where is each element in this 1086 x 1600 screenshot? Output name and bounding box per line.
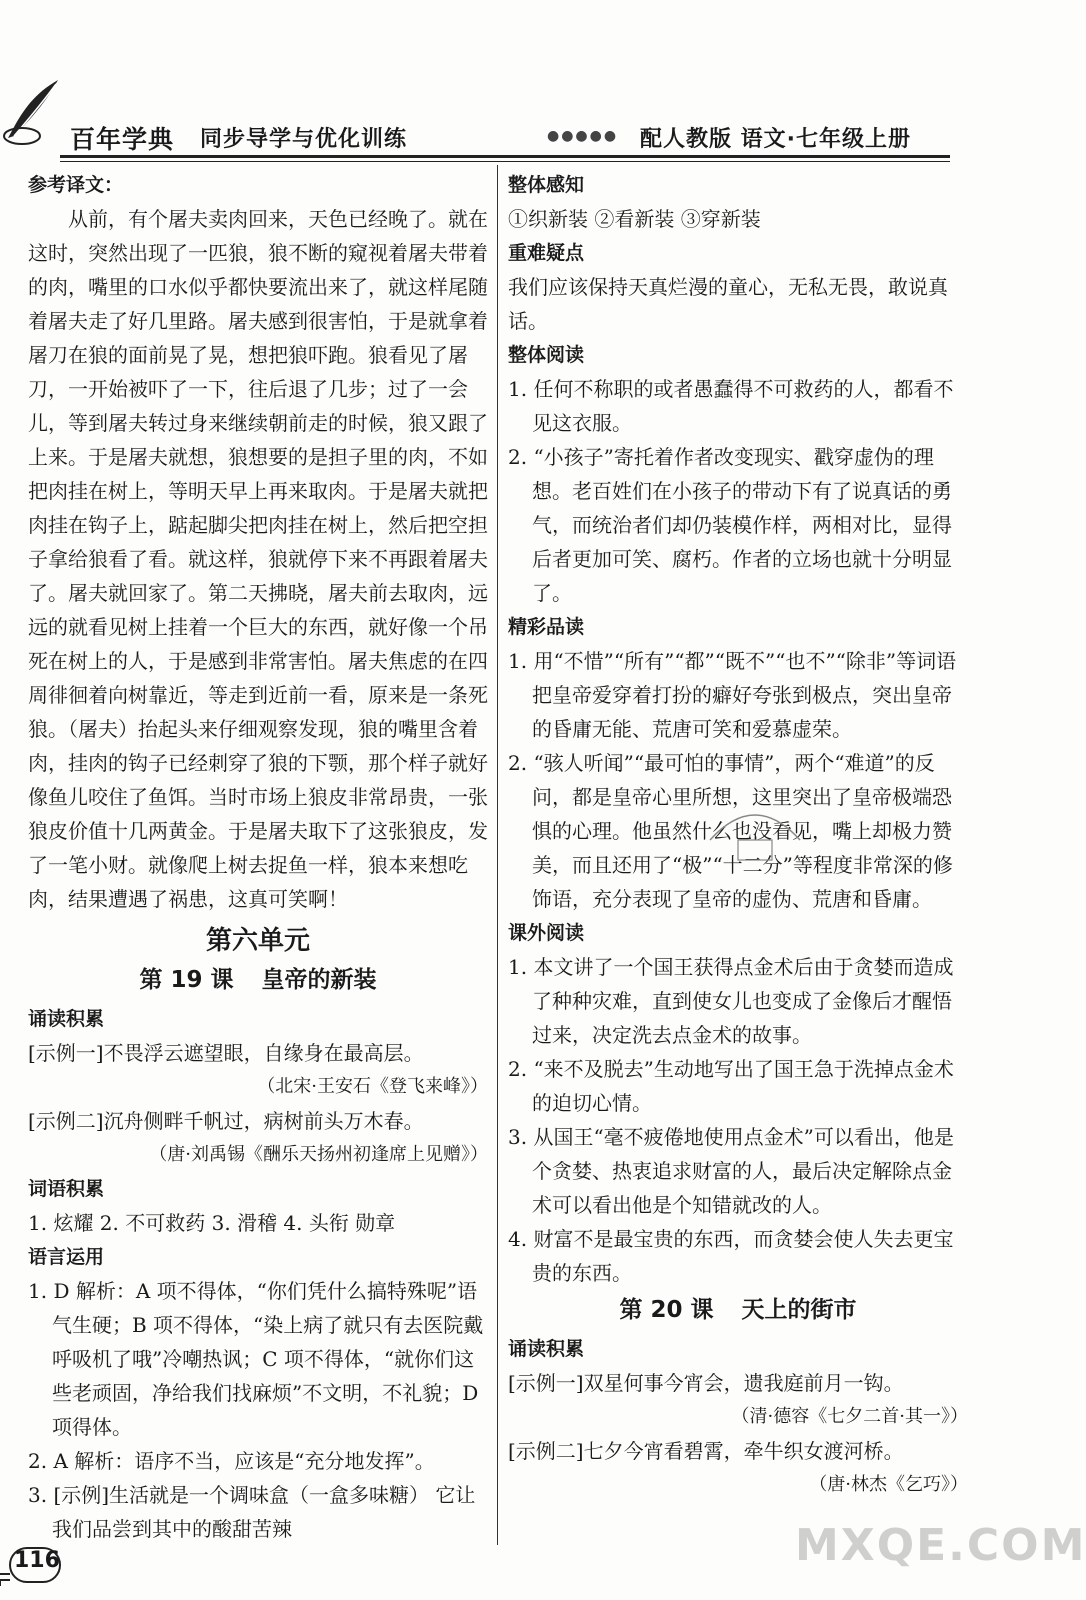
ref-translation-heading: 参考译文： bbox=[28, 174, 124, 196]
example-two-source: （唐·刘禹锡《酬乐天扬州初逢席上见赠》） bbox=[149, 1144, 488, 1165]
header-rule bbox=[60, 155, 950, 158]
site-watermark: MXQE.COM bbox=[795, 1520, 1086, 1571]
example-one-source: （北宋·王安石《登飞来峰》） bbox=[257, 1076, 488, 1097]
lesson-number: 第 19 课 bbox=[139, 967, 234, 993]
stamp-mark-icon bbox=[700, 800, 810, 870]
lesson-19-title bbox=[28, 962, 488, 998]
language-answer-2: 2. A 解析：语序不当，应该是“充分地发挥”。 bbox=[28, 1449, 435, 1473]
page-number-badge bbox=[0, 1542, 64, 1590]
edition-label: 配人教版 语文·七年级上册 bbox=[640, 127, 912, 152]
lesson-name: 皇帝的新装 bbox=[261, 967, 377, 993]
page-number: 116 bbox=[14, 1548, 60, 1573]
fine-reading-answer-1: 1. 用“不惜”“所有”“都”“既不”“也不”“除非”等词语把皇帝爱穿着打扮的癖好夸张到极点，突出皇帝的昏庸无能、荒唐可笑和爱慕虚荣。 bbox=[508, 649, 957, 741]
left-column bbox=[28, 168, 488, 1546]
language-heading: 语言运用 bbox=[28, 1246, 105, 1268]
outside-answer-1: 1. 本文讲了一个国王获得点金术后由于贪婪而造成了种种灾难，直到使女儿也变成了金像后才醒悟过来，决定洗去点金术的故事。 bbox=[508, 955, 954, 1047]
ref-translation-text: 从前，有个屠夫卖肉回来，天色已经晚了。就在这时，突然出现了一匹狼，狼不断的窥视着屠夫带着的肉，嘴里的口水似乎都快要流出来了，就这样尾随着屠夫走了好几里路。屠夫感到很害怕，于是就拿着屠刀在狼的面前晃了晃，想把狼吓跑。狼看见了屠刀，一开始被吓了一下，往后退了几步；过了一会儿，等到屠夫转过身来继续朝前走的时候，狼又跟了上来。于是屠夫就想，狼想要的是担子里的肉，不如把肉挂在树上，等明天早上再来取肉。于是屠夫就把肉挂在钩子上，踮起脚尖把肉挂在树上，然后把空担子拿给狼看了看。就这样，狼就停下来不再跟着屠夫了。屠夫就回家了。第二天拂晓，屠夫前去取肉，远远的就看见树上挂着一个巨大的东西，就好像一个吊死在树上的人，于是感到非常害怕。屠夫焦虑的在四周徘徊着向树靠近，等走到近前一看，原来是一条死狼。（屠夫）抬起头来仔细观察发现，狼的嘴里含着肉，挂肉的钩子已经刺穿了狼的下颚，那个样子就好像鱼儿咬住了鱼饵。当时市场上狼皮非常昂贵，一张狼皮价值十几两黄金。于是屠夫取下了这张狼皮，发了一笔小财。就像爬上树去捉鱼一样，狼本来想吃肉，结果遭遇了祸患，这真可笑啊！ bbox=[28, 207, 488, 911]
example-two-source: （唐·林杰《乞巧》） bbox=[809, 1474, 968, 1495]
language-answer-1: 1. D 解析：A 项不得体，“你们凭什么搞特殊呢”语气生硬；B 项不得体，“染上病了就只有去医院戴呼吸机了哦”冷嘲热讽；C 项不得体，“就你们这些老顽固，净给我们找麻烦”不文明，不礼貌；D 项得体。 bbox=[28, 1279, 484, 1439]
words-heading: 词语积累 bbox=[28, 1178, 105, 1200]
header-dots: ●●●●● bbox=[547, 128, 619, 144]
outside-reading-heading: 课外阅读 bbox=[508, 922, 585, 944]
outside-answer-3: 3. 从国王“毫不疲倦地使用点金术”可以看出，他是个贪婪、热衷追求财富的人，最后决定解除点金术可以看出他是个知错就改的人。 bbox=[508, 1125, 954, 1217]
outside-answer-4: 4. 财富不是最宝贵的东西，而贪婪会使人失去更宝贵的东西。 bbox=[508, 1227, 954, 1285]
key-points-answer: 我们应该保持天真烂漫的童心，无私无畏，敢说真话。 bbox=[508, 275, 948, 333]
header-rule-thin bbox=[60, 161, 950, 162]
recite-heading: 诵读积累 bbox=[508, 1338, 585, 1360]
reading-heading: 整体阅读 bbox=[508, 344, 585, 366]
language-answer-3: 3. [示例]生活就是一个调味盒（一盒多味糖） 它让我们品尝到其中的酸甜苦辣 bbox=[28, 1483, 476, 1541]
outside-answer-2: 2. “来不及脱去”生动地写出了国王急于洗掉点金术的迫切心情。 bbox=[508, 1057, 954, 1115]
reading-answer-2: 2. “小孩子”寄托着作者改变现实、戳穿虚伪的理想。老百姓们在小孩子的带动下有了说真话的勇气，而统治者们却仍装模作样，两相对比，显得后者更加可笑、腐朽。作者的立场也就十分明显了。 bbox=[508, 445, 952, 605]
unit-title: 第六单元 bbox=[205, 926, 310, 956]
example-one-source: （清·德容《七夕二首·其一》） bbox=[731, 1406, 968, 1427]
example-two: [示例二]七夕今宵看碧霄，牵牛织女渡河桥。 bbox=[508, 1439, 904, 1463]
overall-answer: ①织新装 ②看新装 ③穿新装 bbox=[508, 207, 761, 231]
lesson-name: 天上的街市 bbox=[741, 1297, 857, 1323]
key-points-heading: 重难疑点 bbox=[508, 242, 585, 264]
column-divider bbox=[497, 165, 498, 1545]
quill-logo-icon bbox=[0, 76, 70, 146]
overall-heading: 整体感知 bbox=[508, 174, 585, 196]
reading-answer-1: 1. 任何不称职的或者愚蠢得不可救药的人，都看不见这衣服。 bbox=[508, 377, 954, 435]
example-two: [示例二]沉舟侧畔千帆过，病树前头万木春。 bbox=[28, 1109, 424, 1133]
lesson-number: 第 20 课 bbox=[619, 1297, 714, 1323]
example-one: [示例一]不畏浮云遮望眼，自缘身在最高层。 bbox=[28, 1041, 424, 1065]
words-answers: 1. 炫耀 2. 不可救药 3. 滑稽 4. 头衔 勋章 bbox=[28, 1211, 396, 1235]
fine-reading-heading: 精彩品读 bbox=[508, 616, 585, 638]
series-subtitle: 同步导学与优化训练 bbox=[200, 127, 408, 152]
example-one: [示例一]双星何事今宵会，遗我庭前月一钩。 bbox=[508, 1371, 904, 1395]
fine-reading-answer-2: 2. “骇人听闻”“最可怕的事情”，两个“难道”的反问，都是皇帝心里所想，这里突出了皇帝极端恐惧的心理。他虽然什么也没看见，嘴上却极力赞美，而且还用了“极”“十二分”等程度非常深的修饰语，充分表现了皇帝的虚伪、荒唐和昏庸。 bbox=[508, 751, 953, 911]
page-header bbox=[0, 70, 996, 160]
lesson-20-title bbox=[508, 1292, 968, 1328]
recite-heading: 诵读积累 bbox=[28, 1008, 105, 1030]
brand-title: 百年学典 bbox=[70, 125, 175, 154]
